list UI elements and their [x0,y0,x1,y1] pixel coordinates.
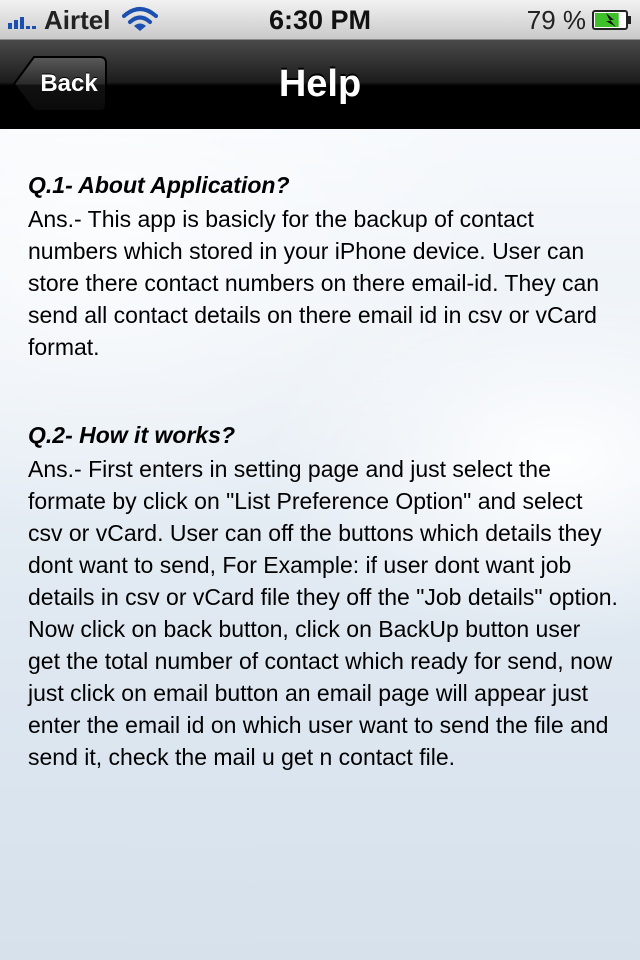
faq-question: Q.2- How it works? [28,422,236,448]
help-content[interactable] [0,129,640,960]
faq-answer: Ans.- First enters in setting page and just select the formate by click on "List Preference Option" and select csv or vCard. User can off the buttons which details they dont want to send, For Example: if user dont want job details in csv or vCard file they off the "Job details" option. Now click on back button, click on BackUp button user get the total number of contact which ready for send, now just click on email button an email page will appear just enter the email id on which user want to send the file and send it, check the mail u get n contact file. [28,456,618,770]
battery-percent: 79 % [526,4,586,35]
carrier-name: Airtel [44,4,111,35]
page-title: Help [278,63,362,105]
faq-item [28,419,618,773]
navigation-bar [0,40,640,129]
battery-charging-icon [592,10,632,30]
status-bar [0,0,640,40]
back-button-label: Back [40,70,98,97]
status-right [527,0,632,40]
faq-question: Q.1- About Application? [28,172,290,198]
status-time: 6:30 PM [268,5,372,35]
faq-item [28,169,618,363]
faq-answer: Ans.- This app is basicly for the backup of contact numbers which stored in your iPhone device. User can store there contact numbers on there email-id. They can send all contact details on there email id in csv or vCard format. [28,206,600,360]
